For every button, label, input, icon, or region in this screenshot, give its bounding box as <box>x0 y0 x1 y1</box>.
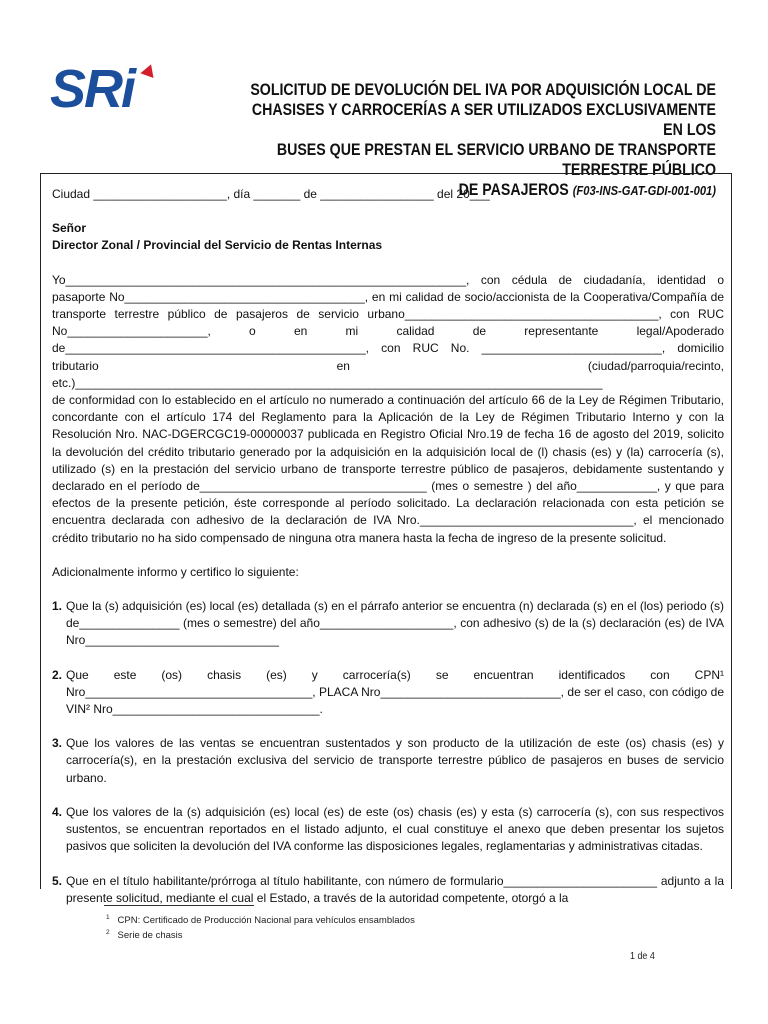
list-item <box>52 598 724 650</box>
request-body[interactable]: de conformidad con lo establecido en el artículo no numerado a continuación del artículo 66 de la Ley de Régimen Tributario, concordante con el artículo 174 del Reglamento para la Aplicación de la Ley de Régimen Tributario Interno y con la Resolución Nro. NAC-DGERCGC19-00000037 publicada en Registro Oficial Nro.19 de fecha 16 de agosto del 2019, solicito la devolución del crédito tributario generado por la adquisición en la adquisición local de (l) chasis (es) y (la) carrocería (s), utilizado (s) en la prestación del servicio urbano de transporte terrestre público de pasajeros, debidamente sustentando y declarado en el período de__________________________________ (mes o semestre ) del año____________, y que para efectos de la presente petición, éste corresponde al período solicitado. La declaración relacionada con esta petición se encuentra declarada con adhesivo de la declaración de IVA Nro.________________________________, el mencionado crédito tributario no ha sido compensado de ninguna otra manera hasta la fecha de ingreso de la presente solicitud. <box>52 393 724 545</box>
footnote-text: Serie de chasis <box>117 930 183 942</box>
title-line-3: BUSES QUE PRESTAN EL SERVICIO URBANO DE TRANSPORTE TERRESTRE PÚBLICO <box>276 141 716 179</box>
item-number: 2. <box>52 667 63 682</box>
item-text: Que los valores de la (s) adquisición (es) local (es) de este (os) chasis (es) y esta (s) carrocería (s), con sus respectivos sustentos, se encuentran reportados en el listado adjunto, el cual constituye el anexo que deben presentar los sujetos pasivos que soliciten la devolución del IVA conforme las disposiciones legales, reglamentarias y administrativas citadas. <box>66 804 724 854</box>
footnote-mark: 2 <box>106 929 110 937</box>
additional-statement: Adicionalmente informo y certifico lo siguiente: <box>52 564 299 579</box>
footnotes <box>106 912 415 942</box>
title-line-2: CHASISES Y CARROCERÍAS A SER UTILIZADOS EXCLUSIVAMENTE EN LOS <box>251 101 716 139</box>
item-number: 1. <box>52 599 63 614</box>
city-date-line[interactable]: Ciudad ____________________, día _______ de _________________ del 20___ <box>52 187 490 201</box>
sri-logo <box>50 60 155 120</box>
form-body <box>52 186 724 907</box>
sri-logo-text: SRi <box>50 59 135 119</box>
list-item <box>52 667 724 719</box>
item-text: Que los valores de las ventas se encuentran sustentados y son producto de la utilización de este (os) chasis (es) y carrocería(s), en la prestación exclusiva del servicio de transporte terrestre público de pasajeros en buses de servicio urbano. <box>66 736 724 785</box>
form-code: (F03-INS-GAT-GDI-001-001) <box>572 183 716 198</box>
item-number: 5. <box>52 873 63 888</box>
list-item <box>52 873 724 907</box>
page-number: 1 de 4 <box>630 950 655 962</box>
footnote-text: CPN: Certificado de Producción Nacional para vehículos ensamblados <box>117 915 415 927</box>
addressee: Director Zonal / Provincial del Servicio de Rentas Internas <box>52 238 383 253</box>
list-item <box>52 804 724 856</box>
title-line-4-text: DE PASAJEROS <box>458 181 569 199</box>
item-number: 4. <box>52 804 63 819</box>
greeting: Señor <box>52 221 87 236</box>
applicant-intro[interactable]: Yo____________________________________________________________, con cédula de ciudadanía, identidad o pasaporte No____________________________________, en mi calidad de socio/accionista de la Cooperativa/Compañía de transporte terrestre público de pasajeros de servicio urbano______________________________________, con RUC No_____________________, o en mi calidad de representante legal/Apoderado de_____________________________________________, con RUC No. ___________________________, domicilio tributario en (ciudad/parroquia/recinto, etc.)_______________________________________________________________________________ <box>52 272 724 390</box>
item-text[interactable]: Que la (s) adquisición (es) local (es) detallada (s) en el párrafo anterior se encuentra (n) declarada (s) en el (los) periodo (s) de_______________ (mes o semestre) del año____________________, con adhesivo (s) de la (s) declaración (es) de IVA Nro_____________________________ <box>66 599 724 648</box>
title-line-1: SOLICITUD DE DEVOLUCIÓN DEL IVA POR ADQUISICIÓN LOCAL DE <box>250 81 717 99</box>
footnote <box>106 927 415 942</box>
item-text[interactable]: Que en el título habilitante/prórroga al título habilitante, con número de formulario_______________________ adjunto a la presente solicitud, mediante el cual el Estado, a través de la autoridad competente, otorgó a la <box>66 873 724 905</box>
item-text[interactable]: Que este (os) chasis (es) y carrocería(s) se encuentran identificados con CPN¹ Nro__________________________________, PLACA Nro___________________________, de ser el caso, con código de VIN² Nro_______________________________. <box>66 667 724 717</box>
list-item <box>52 735 724 787</box>
sri-logo-accent-icon <box>140 62 157 78</box>
footnote <box>106 912 415 927</box>
item-number: 3. <box>52 736 63 751</box>
footnote-divider <box>104 905 254 906</box>
footnote-mark: 1 <box>106 914 110 921</box>
